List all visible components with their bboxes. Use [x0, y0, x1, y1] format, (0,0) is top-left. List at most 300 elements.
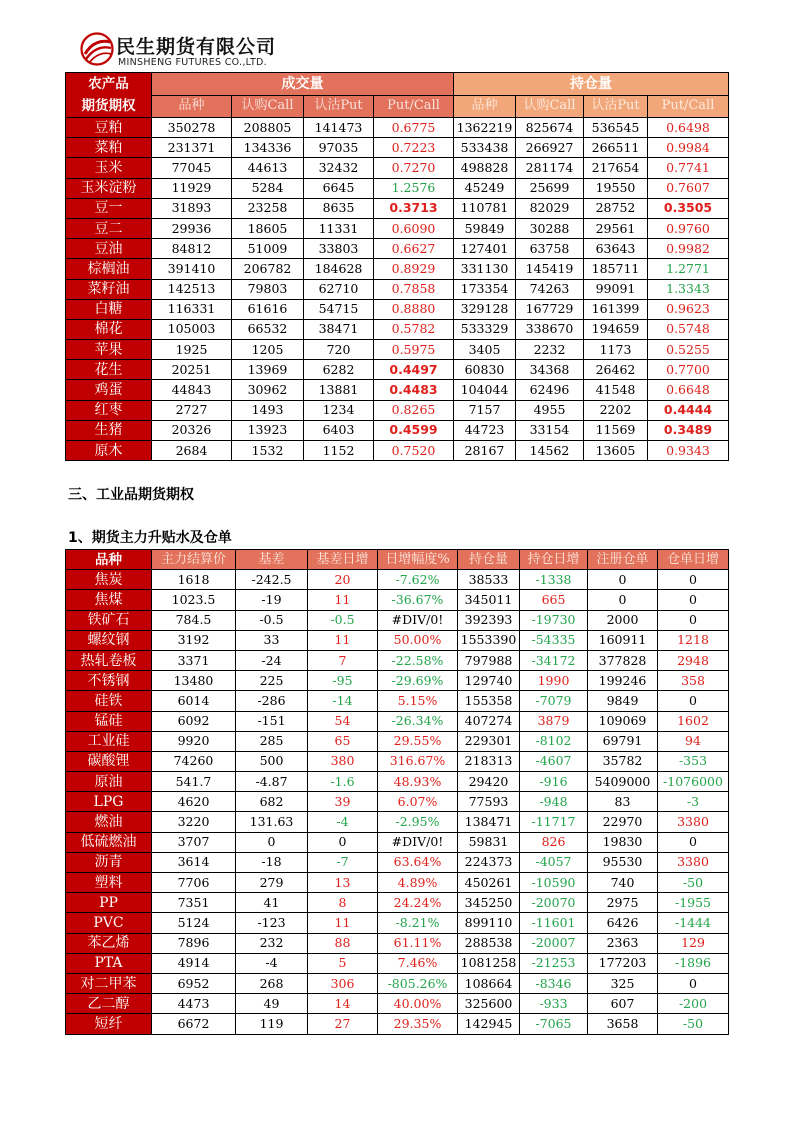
table-row	[66, 441, 729, 461]
data-cell: 0.4444	[648, 400, 729, 420]
column-header: 品种	[66, 550, 152, 570]
data-cell: 784.5	[152, 610, 236, 630]
column-header: 基差	[236, 550, 308, 570]
data-cell: 5	[308, 953, 378, 973]
product-name: 红枣	[66, 400, 152, 420]
data-cell: 155358	[458, 691, 520, 711]
data-cell: 266511	[584, 138, 648, 158]
data-cell: 95530	[588, 852, 658, 872]
data-cell: 27	[308, 1014, 378, 1034]
data-cell: -933	[520, 994, 588, 1014]
column-header: 认购Call	[232, 95, 304, 118]
data-cell: 88	[308, 933, 378, 953]
data-cell: -1896	[658, 953, 729, 973]
data-cell: 0.3713	[374, 198, 454, 218]
data-cell: 0.6775	[374, 118, 454, 138]
data-cell: 13480	[152, 671, 236, 691]
data-cell: 2202	[584, 400, 648, 420]
table-row	[66, 610, 729, 630]
data-cell: -19730	[520, 610, 588, 630]
data-cell: 131.63	[236, 812, 308, 832]
data-cell: 26462	[584, 360, 648, 380]
product-name: 豆一	[66, 198, 152, 218]
data-cell: 7.46%	[378, 953, 458, 973]
data-cell: -7065	[520, 1014, 588, 1034]
data-cell: 3707	[152, 832, 236, 852]
data-cell: 69791	[588, 731, 658, 751]
data-cell: 1081258	[458, 953, 520, 973]
data-cell: 682	[236, 792, 308, 812]
product-name: 燃油	[66, 812, 152, 832]
product-name: PVC	[66, 913, 152, 933]
data-cell: 0.5748	[648, 319, 729, 339]
data-cell: 50.00%	[378, 630, 458, 650]
data-cell: -0.5	[236, 610, 308, 630]
data-cell: -22.58%	[378, 650, 458, 670]
data-cell: 1218	[658, 630, 729, 650]
data-cell: 6952	[152, 973, 236, 993]
product-name: 锰硅	[66, 711, 152, 731]
table-row	[66, 239, 729, 259]
data-cell: 0	[588, 570, 658, 590]
product-name: 低硫燃油	[66, 832, 152, 852]
data-cell: 225	[236, 671, 308, 691]
data-cell: 231371	[152, 138, 232, 158]
data-cell: 7	[308, 650, 378, 670]
data-cell: 104044	[454, 380, 516, 400]
data-cell: #DIV/0!	[378, 832, 458, 852]
data-cell: -7	[308, 852, 378, 872]
table-row	[66, 691, 729, 711]
table-row	[66, 400, 729, 420]
data-cell: 32432	[304, 158, 374, 178]
data-cell: 0.5975	[374, 340, 454, 360]
data-cell: 11331	[304, 218, 374, 238]
data-cell: 74260	[152, 751, 236, 771]
data-cell: 0	[658, 590, 729, 610]
table-row	[66, 650, 729, 670]
agri-options-table	[65, 72, 729, 461]
data-cell: -123	[236, 913, 308, 933]
data-cell: 391410	[152, 259, 232, 279]
table-row	[66, 178, 729, 198]
product-name: 螺纹钢	[66, 630, 152, 650]
data-cell: 14	[308, 994, 378, 1014]
table-row	[66, 873, 729, 893]
data-cell: 33	[236, 630, 308, 650]
data-cell: 23258	[232, 198, 304, 218]
data-cell: 34368	[516, 360, 584, 380]
table-row	[66, 852, 729, 872]
data-cell: 94	[658, 731, 729, 751]
data-cell: 0.7520	[374, 441, 454, 461]
data-cell: 14562	[516, 441, 584, 461]
data-cell: 11	[308, 590, 378, 610]
column-header: 持仓量	[458, 550, 520, 570]
data-cell: 74263	[516, 279, 584, 299]
data-cell: -1444	[658, 913, 729, 933]
data-cell: -353	[658, 751, 729, 771]
minsheng-logo-icon	[80, 32, 114, 66]
data-cell: -20070	[520, 893, 588, 913]
table-row	[66, 319, 729, 339]
company-logo	[80, 30, 300, 72]
data-cell: 281174	[516, 158, 584, 178]
data-cell: 142513	[152, 279, 232, 299]
product-name: 生猪	[66, 420, 152, 440]
product-name: 沥青	[66, 852, 152, 872]
table-row	[66, 1014, 729, 1034]
data-cell: 2000	[588, 610, 658, 630]
table-row	[66, 279, 729, 299]
data-cell: 0	[658, 570, 729, 590]
product-name: 鸡蛋	[66, 380, 152, 400]
data-cell: 7706	[152, 873, 236, 893]
product-name: LPG	[66, 792, 152, 812]
table-row	[66, 259, 729, 279]
data-cell: 24.24%	[378, 893, 458, 913]
data-cell: 899110	[458, 913, 520, 933]
data-cell: 59849	[454, 218, 516, 238]
data-cell: 533329	[454, 319, 516, 339]
data-cell: 54	[308, 711, 378, 731]
open-interest-group-header: 持仓量	[454, 73, 729, 96]
data-cell: 358	[658, 671, 729, 691]
data-cell: 173354	[454, 279, 516, 299]
data-cell: 8635	[304, 198, 374, 218]
data-cell: -10590	[520, 873, 588, 893]
company-name-cn: 民生期货有限公司	[116, 36, 277, 58]
section-industrial-title: 三、工业品期货期权	[68, 487, 194, 503]
data-cell: 3614	[152, 852, 236, 872]
product-name: 菜籽油	[66, 279, 152, 299]
data-cell: 450261	[458, 873, 520, 893]
data-cell: 28752	[584, 198, 648, 218]
data-cell: 3879	[520, 711, 588, 731]
column-header: Put/Call	[648, 95, 729, 118]
data-cell: 0.7270	[374, 158, 454, 178]
product-name: PTA	[66, 953, 152, 973]
product-name: 豆粕	[66, 118, 152, 138]
data-cell: 20251	[152, 360, 232, 380]
column-header: 认沽Put	[584, 95, 648, 118]
data-cell: 500	[236, 751, 308, 771]
data-cell: 138471	[458, 812, 520, 832]
data-cell: 0	[236, 832, 308, 852]
data-cell: 49	[236, 994, 308, 1014]
data-cell: 0.8929	[374, 259, 454, 279]
product-name: 硅铁	[66, 691, 152, 711]
data-cell: 306	[308, 973, 378, 993]
data-cell: 25699	[516, 178, 584, 198]
data-cell: -20007	[520, 933, 588, 953]
column-header: 主力结算价	[152, 550, 236, 570]
data-cell: 720	[304, 340, 374, 360]
data-cell: -11601	[520, 913, 588, 933]
data-cell: 288538	[458, 933, 520, 953]
table-row	[66, 420, 729, 440]
data-cell: 161399	[584, 299, 648, 319]
data-cell: 4914	[152, 953, 236, 973]
product-name: 白糖	[66, 299, 152, 319]
data-cell: 3658	[588, 1014, 658, 1034]
product-name: 短纤	[66, 1014, 152, 1034]
data-cell: 129740	[458, 671, 520, 691]
data-cell: 0.3505	[648, 198, 729, 218]
data-cell: -1.6	[308, 772, 378, 792]
data-cell: -151	[236, 711, 308, 731]
data-cell: -4.87	[236, 772, 308, 792]
data-cell: 0.6627	[374, 239, 454, 259]
data-cell: 0.3489	[648, 420, 729, 440]
data-cell: 498828	[454, 158, 516, 178]
data-cell: 142945	[458, 1014, 520, 1034]
data-cell: -4	[308, 812, 378, 832]
data-cell: 28167	[454, 441, 516, 461]
data-cell: 2975	[588, 893, 658, 913]
data-cell: 9920	[152, 731, 236, 751]
data-cell: 217654	[584, 158, 648, 178]
data-cell: -50	[658, 873, 729, 893]
table-row	[66, 671, 729, 691]
data-cell: 1532	[232, 441, 304, 461]
data-cell: 0.4497	[374, 360, 454, 380]
data-cell: 40.00%	[378, 994, 458, 1014]
product-name: 豆油	[66, 239, 152, 259]
product-name: 对二甲苯	[66, 973, 152, 993]
data-cell: 1362219	[454, 118, 516, 138]
data-cell: -1955	[658, 893, 729, 913]
data-cell: 167729	[516, 299, 584, 319]
data-cell: 77045	[152, 158, 232, 178]
table-row	[66, 299, 729, 319]
data-cell: 185711	[584, 259, 648, 279]
data-cell: 1234	[304, 400, 374, 420]
data-cell: 62496	[516, 380, 584, 400]
data-cell: 45249	[454, 178, 516, 198]
data-cell: 345250	[458, 893, 520, 913]
table-row	[66, 792, 729, 812]
data-cell: 2232	[516, 340, 584, 360]
data-cell: 5284	[232, 178, 304, 198]
data-cell: 18605	[232, 218, 304, 238]
data-cell: 206782	[232, 259, 304, 279]
data-cell: 0.4599	[374, 420, 454, 440]
data-cell: 13605	[584, 441, 648, 461]
data-cell: 29.35%	[378, 1014, 458, 1034]
data-cell: -916	[520, 772, 588, 792]
data-cell: 77593	[458, 792, 520, 812]
data-cell: 6403	[304, 420, 374, 440]
data-cell: 6645	[304, 178, 374, 198]
data-cell: 63643	[584, 239, 648, 259]
data-cell: 0	[658, 973, 729, 993]
data-cell: -7.62%	[378, 570, 458, 590]
product-name: 菜粕	[66, 138, 152, 158]
data-cell: 29936	[152, 218, 232, 238]
data-cell: 160911	[588, 630, 658, 650]
product-name: 焦炭	[66, 570, 152, 590]
data-cell: -8102	[520, 731, 588, 751]
table-row	[66, 590, 729, 610]
data-cell: 109069	[588, 711, 658, 731]
table-row	[66, 953, 729, 973]
product-name: 乙二醇	[66, 994, 152, 1014]
data-cell: 59831	[458, 832, 520, 852]
table1-corner-header	[66, 73, 152, 118]
data-cell: 607	[588, 994, 658, 1014]
data-cell: 129	[658, 933, 729, 953]
data-cell: 0.9343	[648, 441, 729, 461]
data-cell: 380	[308, 751, 378, 771]
section-basis-title: 1、期货主力升贴水及仓单	[68, 530, 232, 546]
product-name: 苹果	[66, 340, 152, 360]
table-row	[66, 340, 729, 360]
data-cell: 4.89%	[378, 873, 458, 893]
product-name: 碳酸锂	[66, 751, 152, 771]
product-name: 原木	[66, 441, 152, 461]
data-cell: -14	[308, 691, 378, 711]
data-cell: 0	[588, 590, 658, 610]
industrial-futures-table	[65, 549, 729, 1035]
data-cell: -8.21%	[378, 913, 458, 933]
data-cell: 51009	[232, 239, 304, 259]
data-cell: 797988	[458, 650, 520, 670]
data-cell: 48.93%	[378, 772, 458, 792]
table-row	[66, 893, 729, 913]
data-cell: -286	[236, 691, 308, 711]
data-cell: 331130	[454, 259, 516, 279]
data-cell: 29561	[584, 218, 648, 238]
data-cell: 268	[236, 973, 308, 993]
table-row	[66, 118, 729, 138]
column-header: 基差日增	[308, 550, 378, 570]
data-cell: 0.7607	[648, 178, 729, 198]
data-cell: -24	[236, 650, 308, 670]
table-row	[66, 198, 729, 218]
data-cell: -26.34%	[378, 711, 458, 731]
data-cell: 13881	[304, 380, 374, 400]
table-row	[66, 913, 729, 933]
data-cell: -805.26%	[378, 973, 458, 993]
data-cell: 1602	[658, 711, 729, 731]
table-row	[66, 933, 729, 953]
data-cell: 0	[658, 691, 729, 711]
data-cell: -1338	[520, 570, 588, 590]
data-cell: 19550	[584, 178, 648, 198]
product-name: 原油	[66, 772, 152, 792]
data-cell: 44613	[232, 158, 304, 178]
product-name: 豆二	[66, 218, 152, 238]
data-cell: 345011	[458, 590, 520, 610]
table-row	[66, 158, 729, 178]
data-cell: 29.55%	[378, 731, 458, 751]
product-name: 热轧卷板	[66, 650, 152, 670]
table-row	[66, 994, 729, 1014]
data-cell: -50	[658, 1014, 729, 1034]
data-cell: 0.5255	[648, 340, 729, 360]
product-name: 棕榈油	[66, 259, 152, 279]
data-cell: 536545	[584, 118, 648, 138]
data-cell: 11929	[152, 178, 232, 198]
data-cell: 3220	[152, 812, 236, 832]
table-row	[66, 973, 729, 993]
column-header: 仓单日增	[658, 550, 729, 570]
data-cell: 325600	[458, 994, 520, 1014]
data-cell: 22970	[588, 812, 658, 832]
data-cell: 0.9982	[648, 239, 729, 259]
table-row	[66, 360, 729, 380]
data-cell: 6.07%	[378, 792, 458, 812]
data-cell: 2363	[588, 933, 658, 953]
data-cell: 30288	[516, 218, 584, 238]
corner-line-2: 期货期权	[81, 98, 136, 114]
product-name: 棉花	[66, 319, 152, 339]
product-name: 塑料	[66, 873, 152, 893]
data-cell: 1618	[152, 570, 236, 590]
data-cell: 44843	[152, 380, 232, 400]
column-header: 认沽Put	[304, 95, 374, 118]
data-cell: 61616	[232, 299, 304, 319]
column-header: 品种	[152, 95, 232, 118]
data-cell: 825674	[516, 118, 584, 138]
data-cell: 60830	[454, 360, 516, 380]
data-cell: 0.7858	[374, 279, 454, 299]
data-cell: -18	[236, 852, 308, 872]
data-cell: 99091	[584, 279, 648, 299]
data-cell: 9849	[588, 691, 658, 711]
data-cell: 0	[308, 832, 378, 852]
data-cell: 0.7223	[374, 138, 454, 158]
data-cell: 39	[308, 792, 378, 812]
column-header: 日增幅度%	[378, 550, 458, 570]
data-cell: 6672	[152, 1014, 236, 1034]
table-row	[66, 751, 729, 771]
data-cell: -3	[658, 792, 729, 812]
column-header: 品种	[454, 95, 516, 118]
data-cell: 2684	[152, 441, 232, 461]
data-cell: 338670	[516, 319, 584, 339]
data-cell: 4473	[152, 994, 236, 1014]
data-cell: -2.95%	[378, 812, 458, 832]
data-cell: 0.6090	[374, 218, 454, 238]
data-cell: 1990	[520, 671, 588, 691]
data-cell: 1173	[584, 340, 648, 360]
data-cell: 826	[520, 832, 588, 852]
data-cell: 20326	[152, 420, 232, 440]
data-cell: 108664	[458, 973, 520, 993]
data-cell: -29.69%	[378, 671, 458, 691]
data-cell: 0.8880	[374, 299, 454, 319]
data-cell: 38471	[304, 319, 374, 339]
data-cell: 62710	[304, 279, 374, 299]
data-cell: 79803	[232, 279, 304, 299]
data-cell: 6282	[304, 360, 374, 380]
column-header: 注册仓单	[588, 550, 658, 570]
data-cell: -21253	[520, 953, 588, 973]
table-row	[66, 832, 729, 852]
data-cell: 97035	[304, 138, 374, 158]
data-cell: 105003	[152, 319, 232, 339]
data-cell: 44723	[454, 420, 516, 440]
data-cell: 0.4483	[374, 380, 454, 400]
data-cell: 4955	[516, 400, 584, 420]
data-cell: 63.64%	[378, 852, 458, 872]
data-cell: 3405	[454, 340, 516, 360]
data-cell: 7351	[152, 893, 236, 913]
data-cell: -34172	[520, 650, 588, 670]
data-cell: -7079	[520, 691, 588, 711]
